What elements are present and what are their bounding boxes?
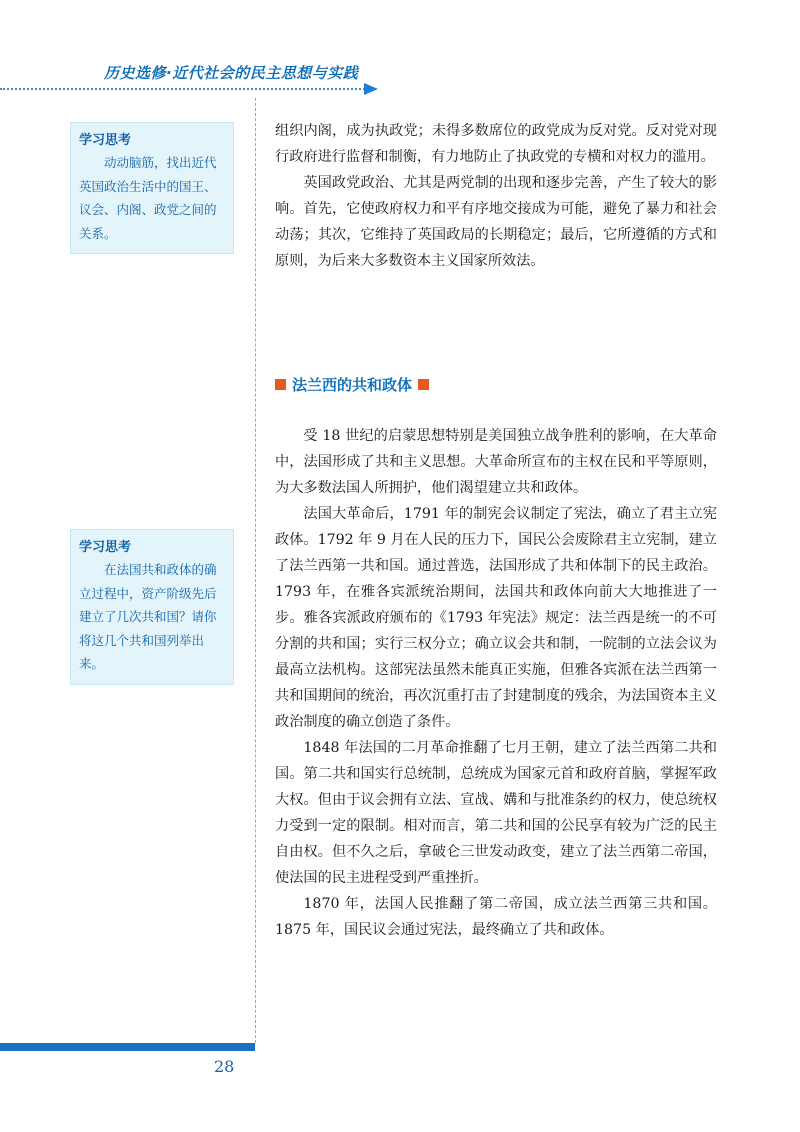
- paragraph: 1870 年，法国人民推翻了第二帝国，成立法兰西第三共和国。1875 年，国民议会通过宪法，最终确立了共和政体。: [275, 896, 717, 938]
- square-bullet-icon: [275, 379, 286, 390]
- study-box-text: 动动脑筋，找出近代英国政治生活中的国王、议会、内阁、政党之间的关系。: [79, 155, 217, 241]
- study-box-1: [70, 122, 234, 254]
- header-title: 历史选修·近代社会的民主思想与实践: [104, 64, 359, 82]
- study-box-heading: 学习思考: [79, 133, 132, 148]
- section-heading: [275, 374, 429, 395]
- paragraph: 受 18 世纪的启蒙思想特别是美国独立战争胜利的影响，在大革命中，法国形成了共和主义思想。大革命所宣布的主权在民和平等原则，为大多数法国人所拥护，他们渴望建立共和政体。: [275, 428, 717, 496]
- page-number: 28: [214, 1057, 235, 1076]
- main-text-bottom: [275, 423, 717, 943]
- paragraph: 1848 年法国的二月革命推翻了七月王朝，建立了法兰西第二共和国。第二共和国实行总统制，总统成为国家元首和政府首脑，掌握军政大权。但由于议会拥有立法、宣战、媾和与批准条约的权力，使总统权力受到一定的限制。相对而言，第二共和国的公民享有较为广泛的民主自由权。但不久之后，拿破仑三世发动政变，建立了法兰西第二帝国，使法国的民主进程受到严重挫折。: [275, 740, 717, 886]
- paragraph: 组织内阁，成为执政党；未得多数席位的政党成为反对党。反对党对现行政府进行监督和制衡，有力地防止了执政党的专横和对权力的滥用。: [275, 123, 717, 165]
- paragraph: 英国政党政治、尤其是两党制的出现和逐步完善，产生了较大的影响。首先，它使政府权力和平有序地交接成为可能，避免了暴力和社会动荡；其次，它维持了英国政局的长期稳定；最后，它所遵循的方式和原则，为后来大多数资本主义国家所效法。: [275, 175, 717, 269]
- study-box-text: 在法国共和政体的确立过程中，资产阶级先后建立了几次共和国？请你将这几个共和国列举出来。: [79, 562, 217, 671]
- section-title: 法兰西的共和政体: [292, 376, 413, 394]
- paragraph: 法国大革命后，1791 年的制宪会议制定了宪法，确立了君主立宪政体。1792 年 9 月在人民的压力下，国民公会废除君主立宪制，建立了法兰西第一共和国。通过普选，法国形成了共和体制下的民主政治。1793 年，在雅各宾派统治期间，法国共和政体向前大大地推进了一步。雅各宾派政府颁布的《1793 年宪法》规定：法兰西是统一的不可分割的共和国；实行三权分立；确立议会共和制，一院制的立法会议为最高立法机构。这部宪法虽然未能真正实施，但雅各宾派在法兰西第一共和国期间的统治，再次沉重打击了封建制度的残余，为法国资本主义政治制度的确立创造了条件。: [275, 506, 717, 730]
- header-arrow-icon: [364, 83, 378, 95]
- main-text-top: [275, 118, 717, 274]
- footer-bar: [0, 1043, 255, 1051]
- square-bullet-icon: [418, 379, 429, 390]
- column-divider: [255, 98, 256, 1043]
- header-dotted-rule: [0, 88, 365, 90]
- study-box-2: [70, 529, 234, 685]
- study-box-heading: 学习思考: [79, 540, 132, 555]
